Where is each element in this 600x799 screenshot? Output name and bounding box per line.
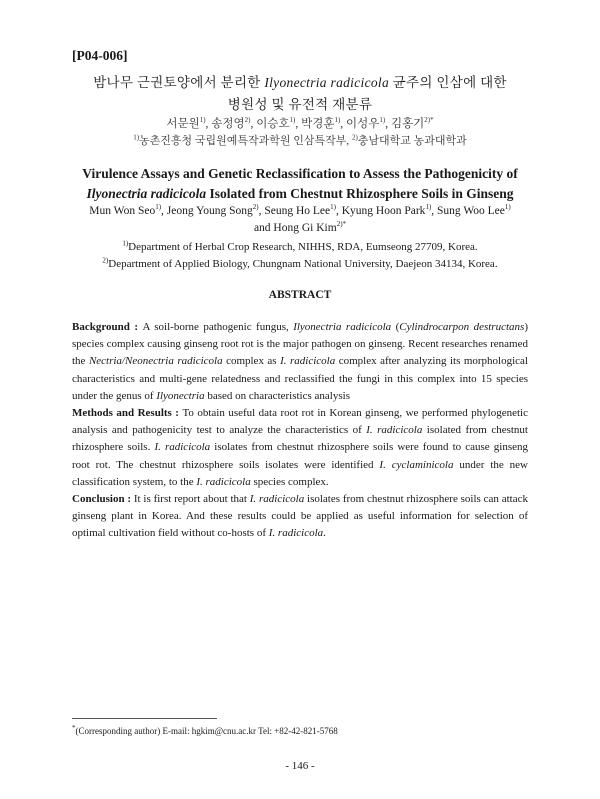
korean-affiliations: $^{1)}$농촌진흥청 국립원예특작과학원 인삼특작부, $^{2)}$충남대학교 농과대학과 — [133, 133, 467, 147]
korean-author: 이성우$^{1)}$, — [346, 116, 391, 130]
methods-label: Methods and Results : — [72, 407, 183, 420]
abstract-body — [72, 319, 528, 543]
english-title-line-2: Ilyonectria radicicola Isolated from Chestnut Rhizosphere Soils in Ginseng — [86, 186, 514, 201]
conclusion-label: Conclusion : — [72, 493, 134, 506]
english-author: Mun Won Seo$^{1)}$, — [89, 203, 167, 217]
korean-author: 서문원$^{1)}$, — [166, 116, 212, 130]
korean-author: 박경훈$^{1)}$, — [301, 116, 347, 130]
abstract-heading: ABSTRACT — [268, 289, 332, 301]
english-affiliation-2: $^{2)}$Department of Applied Biology, Chungnam National University, Daejeon 34134, Korea. — [102, 256, 498, 270]
english-author: Kyung Hoon Park$^{1)}$, — [341, 203, 438, 217]
english-author-list-line-2: and Hong Gi Kim$^{2)*}$ — [253, 220, 347, 234]
korean-title-line-1 — [60, 71, 540, 91]
korean-title-line-2: 병원성 및 유전적 재분류 — [227, 97, 373, 112]
english-title-line-1: Virulence Assays and Genetic Reclassification to Assess the Pathogenicity of — [82, 166, 518, 181]
korean-title-species: Ilyonectria radicicola — [264, 75, 390, 90]
korean-author: 김홍기$^{2)*}$ — [390, 116, 434, 130]
background-label: Background : — [72, 321, 143, 333]
footnote-divider — [72, 718, 217, 719]
abstract-code: [P04-006] — [72, 48, 128, 63]
abstract-methods: Methods and Results : To obtain useful data root rot in Korean ginseng, we performed phylogenetic analysis and pathogenicity test to analyze the characteristics of I. radicicola isolated from chestnut rhizosphere soils. I. radicicola isolates from chestnut rhizosphere soils were found to cause ginseng root rot. The chestnut rhizosphere soils isolates were identified I. cyclaminicola under the new classification system, to the I. radicicola species complex. — [72, 407, 528, 488]
page-number: - 146 - — [285, 760, 315, 772]
korean-author: 이승호$^{1)}$, — [256, 116, 302, 130]
korean-title-text: 밤나무 근권토양에서 분리한 — [93, 75, 265, 90]
english-author-list — [40, 205, 560, 217]
abstract-conclusion: Conclusion : It is first report about that I. radicicola isolates from chestnut rhizosphere soils can attack ginseng plant in Korea. And these results could be applied as useful information for selection of optimal cultivation field without co-hosts of I. radicicola. — [72, 493, 528, 540]
abstract-background: Background : A soil-borne pathogenic fungus, Ilyonectria radicicola (Cylindrocarpon destructans) species complex causing ginseng root rot is the major pathogen on ginseng. Recent researches renamed the Nectria/Neonectria radicicola complex as I. radicicola complex after analyzing its morphological characteristics and multi-gene relatedness and reclassified the fungi in this complex into 15 species under the genus of Ilyonectria based on characteristics analysis — [72, 321, 528, 402]
korean-author-list — [60, 115, 540, 131]
english-title-species: Ilyonectria radicicola — [86, 186, 207, 201]
corresponding-author-footnote: *(Corresponding author) E-mail: hgkim@cnu.ac.kr Tel: +82-42-821-5768 — [72, 724, 338, 736]
english-affiliation-1: $^{1)}$Department of Herbal Crop Research, NIHHS, RDA, Eumseong 27709, Korea. — [122, 239, 478, 253]
english-author: Jeong Young Song$^{2)}$, — [166, 203, 265, 217]
korean-title-text-end: 균주의 인삼에 대한 — [389, 75, 507, 90]
english-author: Seung Ho Lee$^{1)}$, — [264, 203, 342, 217]
korean-author: 송정영$^{2)}$, — [211, 116, 257, 130]
english-author: Sung Woo Lee$^{1)}$ — [437, 203, 511, 217]
